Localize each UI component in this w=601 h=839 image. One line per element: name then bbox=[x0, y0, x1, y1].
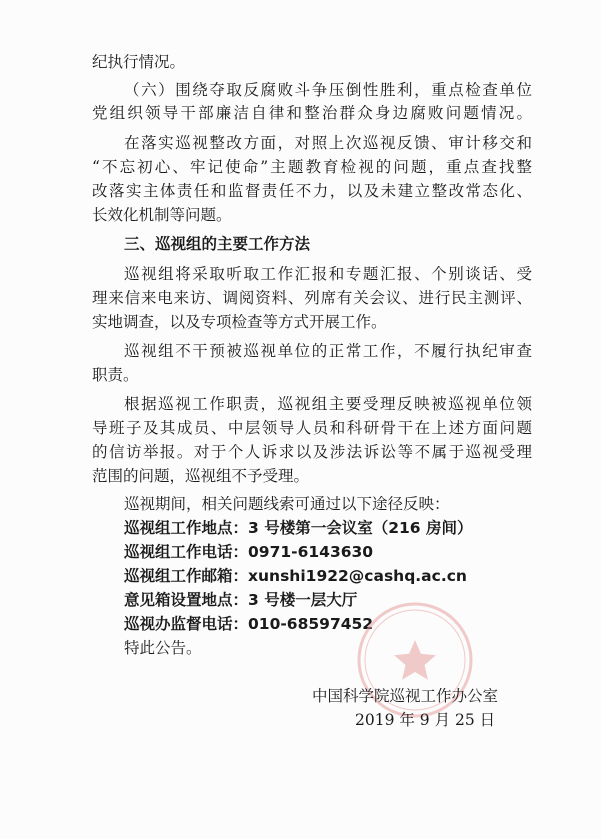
contact-email bbox=[124, 566, 467, 586]
contact-label: 巡视组工作电话： bbox=[124, 543, 249, 561]
contact-label: 巡视组工作邮箱： bbox=[124, 567, 249, 585]
body-line: 导班子及其成员、中层领导人员和科研骨干在上述方面问题 bbox=[92, 419, 532, 437]
contact-value: 010-68597452 bbox=[248, 615, 374, 633]
body-line: （六）围绕夺取反腐败斗争压倒性胜利，重点检查单位 bbox=[124, 81, 532, 99]
contact-value: 0971-6143630 bbox=[248, 543, 374, 561]
contact-suggestion-box bbox=[124, 590, 357, 610]
body-line: 范围的问题，巡视组不予受理。 bbox=[92, 467, 310, 485]
body-line: 纪执行情况。 bbox=[92, 53, 186, 71]
signature-date: 2019 年 9 月 25 日 bbox=[355, 711, 496, 729]
body-line: “不忘初心、牢记使命”主题教育检视的问题，重点查找整 bbox=[92, 158, 532, 176]
body-line: 改落实主体责任和监督责任不力，以及未建立整改常态化、 bbox=[92, 182, 532, 200]
contact-value: 3 号楼第一会议室（216 房间） bbox=[248, 519, 473, 537]
closing-line: 特此公告。 bbox=[124, 639, 202, 657]
body-line: 理来信来电来访、调阅资料、列席有关会议、进行民主测评、 bbox=[92, 289, 532, 307]
contact-value: xunshi1922@cashq.ac.cn bbox=[248, 567, 467, 585]
contact-phone bbox=[124, 542, 373, 562]
signature-org: 中国科学院巡视工作办公室 bbox=[312, 687, 499, 705]
body-line: 根据巡视工作职责，巡视组主要受理反映被巡视单位领 bbox=[124, 395, 532, 413]
body-line: 巡视组将采取听取工作汇报和专题汇报、个别谈话、受 bbox=[124, 265, 532, 283]
body-line: 实地调查，以及专项检查等方式开展工作。 bbox=[92, 313, 387, 331]
contact-supervision-phone bbox=[124, 614, 373, 634]
contact-label: 巡视组工作地点： bbox=[124, 519, 249, 537]
contact-location bbox=[124, 518, 472, 538]
contact-value: 3 号楼一层大厅 bbox=[248, 591, 358, 609]
body-line: 职责。 bbox=[92, 366, 139, 384]
contact-label: 意见箱设置地点： bbox=[124, 591, 249, 609]
contact-label: 巡视办监督电话： bbox=[124, 615, 249, 633]
body-line: 长效化机制等问题。 bbox=[92, 206, 232, 224]
body-line: 巡视期间，相关问题线索可通过以下途径反映： bbox=[124, 495, 450, 513]
body-line: 巡视组不干预被巡视单位的正常工作，不履行执纪审查 bbox=[124, 342, 532, 360]
body-line: 的信访举报。对于个人诉求以及涉法诉讼等不属于巡视受理 bbox=[92, 443, 532, 461]
red-star-icon bbox=[394, 640, 436, 680]
body-line: 在落实巡视整改方面，对照上次巡视反馈、审计移交和 bbox=[124, 134, 532, 152]
body-line: 党组织领导干部廉洁自律和整治群众身边腐败问题情况。 bbox=[92, 104, 532, 122]
section-heading: 三、巡视组的主要工作方法 bbox=[124, 235, 311, 253]
